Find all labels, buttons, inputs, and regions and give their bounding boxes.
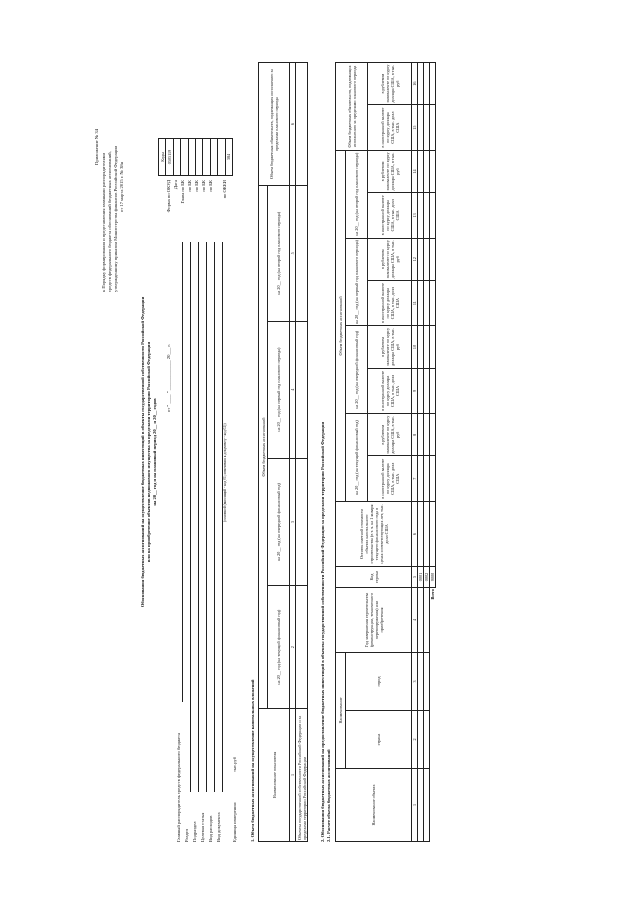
fill-line xyxy=(198,242,199,792)
s2-num: 3 xyxy=(412,653,418,711)
s2-num: 2 xyxy=(412,711,418,769)
s2-col-object: Наименование объекта xyxy=(336,769,412,842)
s2-total-row xyxy=(430,63,436,842)
s2-cell xyxy=(430,456,436,502)
codes-label-bk1: по БК xyxy=(187,180,192,192)
s2-num: 10 xyxy=(412,326,418,368)
s2-cell xyxy=(430,326,436,368)
s2-sub-rub: в рублевом эквиваленте по курсу доллара США, в тыс. руб xyxy=(368,150,412,192)
s2-year-3: на 20__ год (на первый год планового периода) xyxy=(346,238,368,326)
s1-cell xyxy=(296,458,308,586)
code-bk4 xyxy=(210,139,217,176)
document-sheet xyxy=(90,52,550,852)
appendix-line-3: утвержденному приказом Министерства финансов Российской Федерации xyxy=(113,146,118,292)
s2-num: 6 xyxy=(412,502,418,567)
title-line-3: на 20__ год и на плановый период 20__ и 20__ годов xyxy=(152,398,157,506)
s2-row-code: 0002 xyxy=(424,567,430,588)
code-glava xyxy=(181,139,188,176)
section2-table xyxy=(335,62,436,842)
code-empty xyxy=(218,139,225,176)
s1-col-y1: на 20__ год (на текущий финансовый год) xyxy=(268,586,290,709)
unit-label: Единица измерения: xyxy=(232,802,237,842)
s2-num: 13 xyxy=(412,193,418,239)
s1-cell xyxy=(296,586,308,709)
s2-sub-currency: в иностранной валюте по курсу доллара США, в тыс. долл США xyxy=(368,105,412,151)
title-line-1: Обоснования бюджетных ассигнований на осуществление бюджетных инвестиций в объекты государственной собственности Российской Федерации xyxy=(140,296,145,608)
s2-col-naim: Наименование xyxy=(336,653,346,769)
s2-num: 14 xyxy=(412,150,418,192)
code-bk2 xyxy=(195,139,202,176)
section1-table xyxy=(258,62,308,842)
s2-col-year: Год завершения строительства (реконструкции, технического перевооружения) или приобретения xyxy=(336,588,412,653)
code-date xyxy=(173,139,180,176)
appendix-line-4: от 17 марта 2015 г. № 38н xyxy=(119,161,124,212)
s2-num: 1 xyxy=(412,769,418,842)
code-bk3 xyxy=(203,139,210,176)
s2-sub-rub: в рублевом эквиваленте по курсу доллара США, в тыс. руб xyxy=(368,326,412,368)
s1-col-y4: на 20__ год (на второй год планового периода) xyxy=(268,186,290,322)
s1-cell xyxy=(296,63,308,186)
codes-label-bk2: по БК xyxy=(194,180,199,192)
codes-label-bk4: по БК xyxy=(208,180,213,192)
s2-sub-currency: в иностранной валюте по курсу доллара США, в тыс. долл США xyxy=(368,193,412,239)
code-okud: 0505119 xyxy=(166,139,173,176)
s2-total-label: Всего xyxy=(430,589,436,600)
s2-sub-rub: в рублевом эквиваленте по курсу доллара США, в тыс. руб xyxy=(368,63,412,105)
s2-col-rest: Остаток сметной стоимости объекта капитального строительства (в т. ч. на 1 января текущего финансового года в ценах соответствующих лет, тыс. долл США xyxy=(336,502,412,567)
header-label-cs: Целевая статья xyxy=(200,812,205,842)
codes-label-date: Дата xyxy=(173,180,178,190)
codes-label-okud: Форма по ОКУД xyxy=(166,180,171,213)
codes-label-okei: по ОКЕИ xyxy=(222,180,227,199)
s2-total-code: 9000 xyxy=(430,567,436,588)
appendix-line-1: к Порядку формирования и представления главными распорядителями xyxy=(101,153,106,292)
s1-col-y3: на 20__ год (на первый год планового периода) xyxy=(268,321,290,458)
s2-num: 8 xyxy=(412,414,418,456)
fill-line xyxy=(190,242,191,792)
section2-subtitle: 2.1. Расчет объема бюджетных ассигнований xyxy=(326,749,331,842)
s1-num-3: 3 xyxy=(290,458,296,586)
fill-line xyxy=(206,242,207,792)
s2-col-city: город xyxy=(346,653,412,711)
title-line-2: или на приобретение объектов недвижимого имущества за пределами территории Российской Федерации xyxy=(146,341,151,563)
header-label-gr: Главный распорядитель средств федерального бюджета xyxy=(176,732,181,842)
fill-line xyxy=(182,242,183,702)
s1-cell xyxy=(296,186,308,322)
s1-col-y2: на 20__ год (на очередной финансовый год) xyxy=(268,458,290,586)
s2-cell xyxy=(430,150,436,192)
s2-year-4: на 20__ год (на второй год планового периода) xyxy=(346,150,368,238)
doc-type-note: (основной (вносящий - код 01; изменения к документу - код 02)) xyxy=(223,423,227,522)
s2-cell xyxy=(430,280,436,326)
s2-col-country: страна xyxy=(346,711,412,769)
s2-num: 16 xyxy=(412,63,418,105)
s1-num-6: 6 xyxy=(290,63,296,186)
s1-cell xyxy=(296,321,308,458)
s1-num-5: 5 xyxy=(290,186,296,322)
s2-cell xyxy=(430,414,436,456)
s2-sub-rub: в рублевом эквиваленте по курсу доллара США, в тыс. руб xyxy=(368,414,412,456)
code-bk1 xyxy=(188,139,195,176)
s1-col-last: Объем бюджетных обязательств, подлежащих исполнению за пределами планового периода xyxy=(259,63,290,186)
s2-sub-rub: в рублевом эквиваленте по курсу доллара США, в тыс. руб xyxy=(368,238,412,280)
appendix-line-2: средств федерального бюджета обоснований бюджетных ассигнований, xyxy=(107,151,112,292)
s2-cell xyxy=(430,238,436,280)
s2-sub-currency: в иностранной валюте по курсу доллара США, в тыс. долл США xyxy=(368,280,412,326)
codes-table xyxy=(158,138,233,176)
header-label-vr: Вид расходов xyxy=(208,815,213,842)
unit-value: тыс.руб xyxy=(232,756,237,772)
fill-line xyxy=(214,242,215,792)
header-label-doc: Вид документа xyxy=(216,812,221,842)
s1-num-2: 2 xyxy=(290,586,296,709)
codes-label-glava: Глава по БК xyxy=(180,180,185,204)
s2-cell xyxy=(430,502,436,567)
s2-sub-currency: в иностранной валюте по курсу доллара США, в тыс. долл США xyxy=(368,456,412,502)
s2-col-code: Код строки xyxy=(336,567,412,588)
s1-col-name: Наименование показателя xyxy=(259,709,290,842)
header-label-podrazdel: Подраздел xyxy=(192,821,197,842)
s1-row-label: Объекты государственной собственности Российской Федерации и за пределами территории Российской Федерации xyxy=(296,709,308,842)
s2-row-code: 0001 xyxy=(418,567,424,588)
s2-num: 4 xyxy=(412,588,418,653)
section1-title: 1. Объем бюджетных ассигнований на осуществление капитальных вложений xyxy=(250,679,255,842)
s2-year-2: на 20__ год (на очередной финансовый год) xyxy=(346,326,368,414)
s1-col-group: Объем бюджетных ассигнований xyxy=(259,186,268,709)
s2-col-group: Объем бюджетных ассигнований xyxy=(336,150,346,501)
s2-sub-currency: в иностранной валюте по курсу доллара США, в тыс. долл США xyxy=(368,368,412,414)
s2-cell xyxy=(430,368,436,414)
code-okei: 384 xyxy=(225,139,232,176)
s2-num: 9 xyxy=(412,368,418,414)
s1-num-4: 4 xyxy=(290,321,296,458)
s1-num-1: 1 xyxy=(290,709,296,842)
s2-cell xyxy=(430,63,436,105)
s2-cell xyxy=(430,105,436,151)
s2-num: 12 xyxy=(412,238,418,280)
codes-label-bk3: по БК xyxy=(201,180,206,192)
s2-cell xyxy=(430,193,436,239)
s2-num: 11 xyxy=(412,280,418,326)
section2-title: 2. Обоснования бюджетных ассигнований на предоставление бюджетных инвестиций в объекты государственной собственности Российской Федерации за пределами территории Российской Федерации xyxy=(320,421,325,842)
s2-num: 15 xyxy=(412,105,418,151)
codes-title: Коды xyxy=(159,139,166,176)
appendix-number: Приложение № 34 xyxy=(94,129,99,165)
s2-col-beyond: Объем бюджетных обязательств, подлежащих исполнению за пределами планового периода xyxy=(336,63,368,151)
s2-num: 7 xyxy=(412,456,418,502)
date-line: от " ____ " _____________ 20___ г. xyxy=(166,344,171,412)
s2-num: 5 xyxy=(412,567,418,588)
s2-year-1: на 20__ год (на текущий финансовый год) xyxy=(346,414,368,502)
header-label-razdel: Раздел xyxy=(184,829,189,842)
